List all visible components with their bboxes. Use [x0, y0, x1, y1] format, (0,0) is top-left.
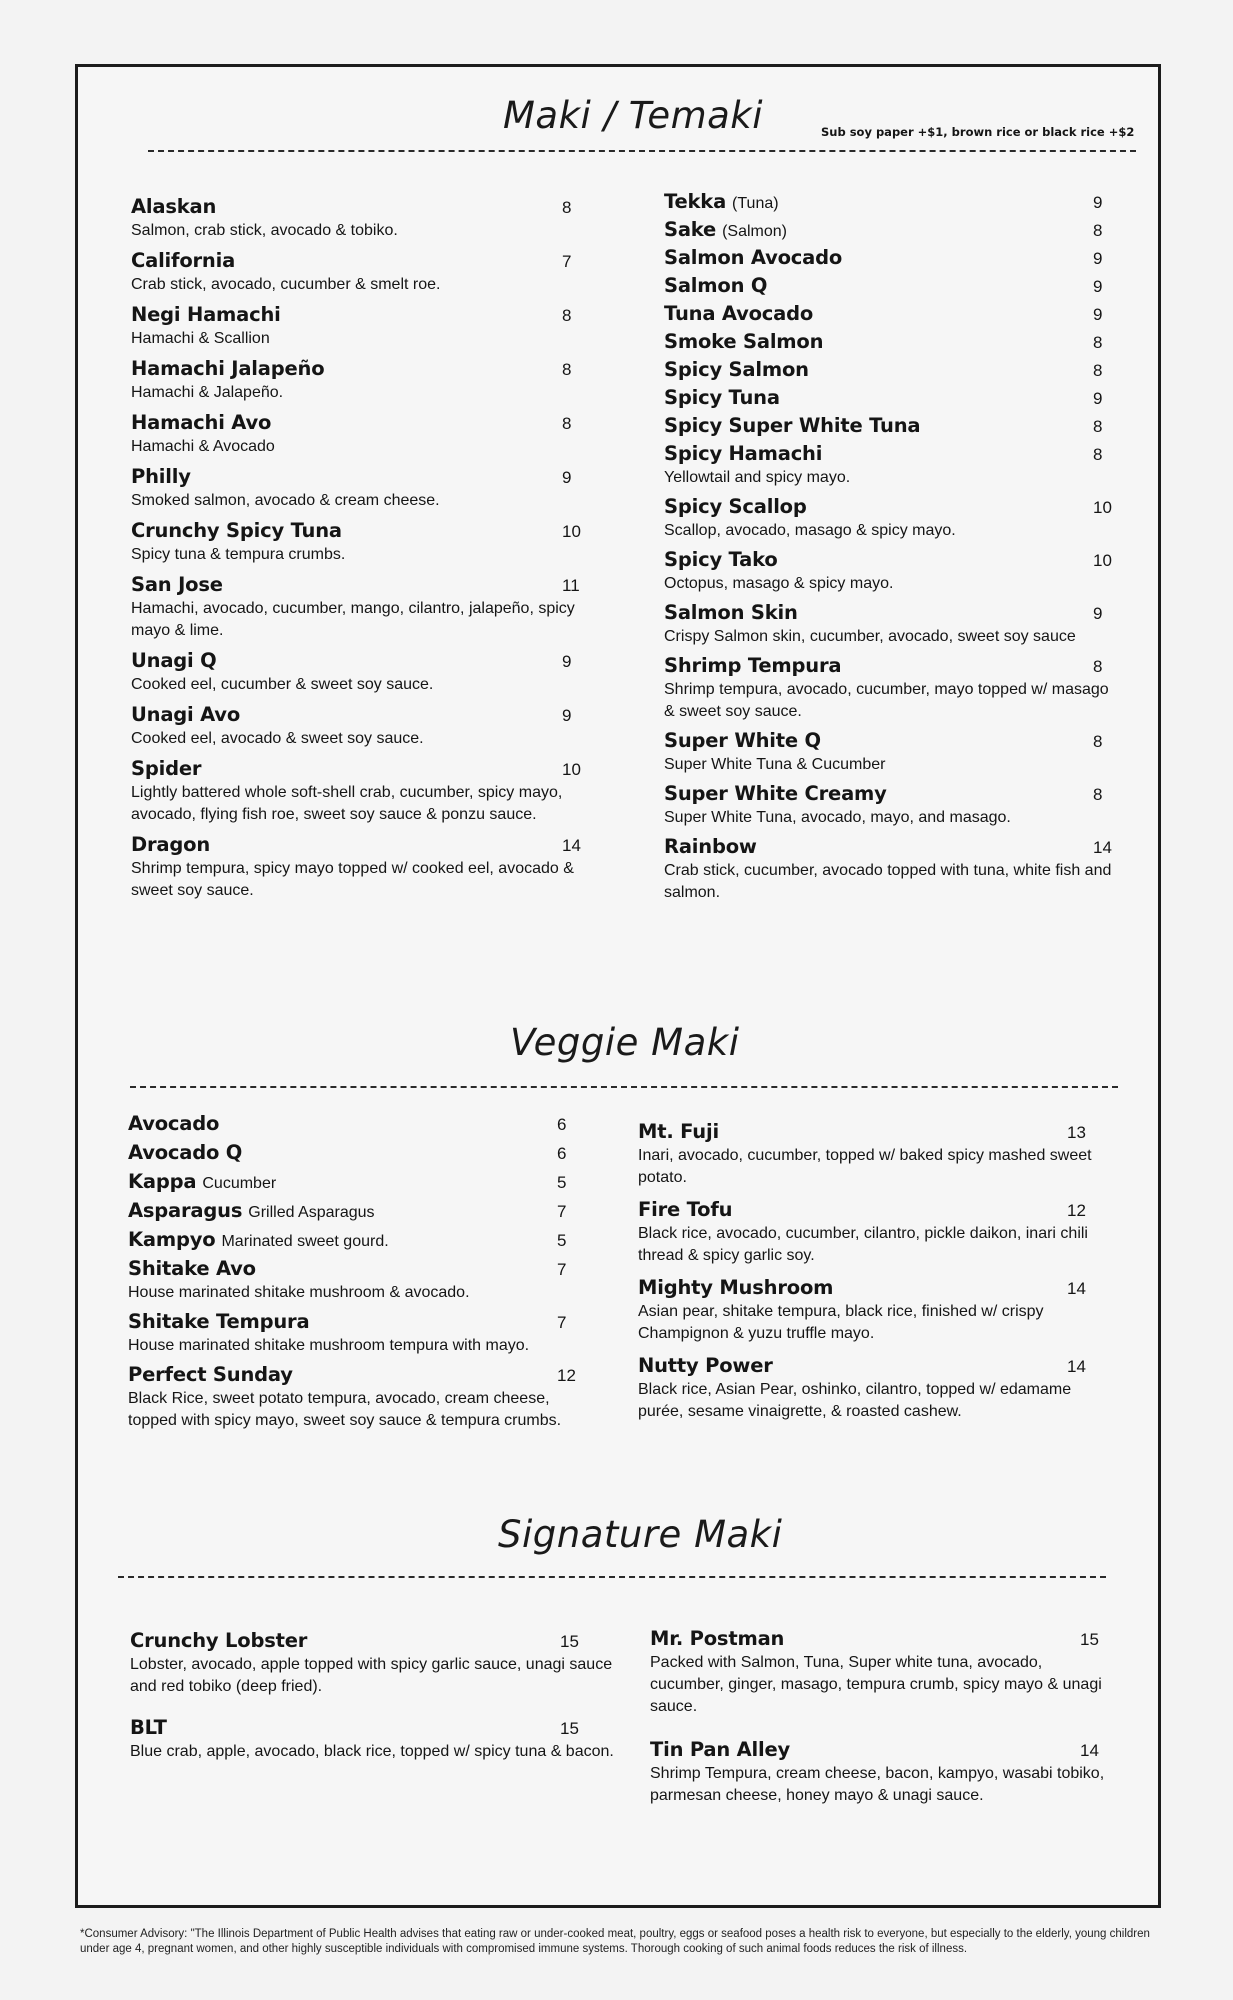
menu-item-header — [128, 1141, 598, 1164]
item-name: Hamachi Jalapeño — [131, 357, 325, 380]
item-price: 8 — [562, 306, 572, 325]
item-price: 9 — [1093, 193, 1103, 212]
maki-right-column — [664, 190, 1114, 910]
menu-item-header — [664, 414, 1114, 437]
menu-item-salmon-skin — [664, 601, 1114, 648]
menu-item-header — [128, 1257, 598, 1280]
item-name: Super White Q — [664, 729, 821, 752]
item-price: 15 — [560, 1632, 579, 1651]
item-name: Nutty Power — [638, 1354, 773, 1377]
menu-item-kampyo — [128, 1228, 598, 1251]
item-name: Mr. Postman — [650, 1627, 785, 1650]
item-description: Packed with Salmon, Tuna, Super white tuna, avocado, cucumber, ginger, masago, tempura crumb, spicy mayo & unagi sauce. — [650, 1654, 1102, 1715]
item-price: 14 — [1080, 1741, 1099, 1760]
item-description: House marinated shitake mushroom tempura with mayo. — [128, 1337, 530, 1354]
menu-item-perfect-sunday — [128, 1363, 598, 1432]
menu-item-unagi-avo — [131, 703, 581, 750]
menu-item-header — [664, 601, 1114, 624]
item-price: 8 — [1093, 333, 1103, 352]
item-description: Shrimp tempura, avocado, cucumber, mayo topped w/ masago & sweet soy sauce. — [664, 681, 1109, 720]
item-description: Spicy tuna & tempura crumbs. — [131, 546, 346, 563]
item-price: 8 — [562, 360, 572, 379]
menu-item-blt — [130, 1716, 620, 1763]
menu-item-header — [664, 246, 1114, 269]
menu-item-header — [131, 465, 581, 488]
menu-item-header — [664, 495, 1114, 518]
menu-item-salmon-q — [664, 274, 1114, 297]
item-name: Salmon Skin — [664, 601, 798, 624]
item-name: Sake — [664, 218, 717, 241]
item-price: 8 — [1093, 417, 1103, 436]
item-price: 9 — [562, 706, 572, 725]
menu-item-header — [131, 519, 581, 542]
item-name: Salmon Q — [664, 274, 768, 297]
item-price: 13 — [1067, 1123, 1086, 1142]
item-name: Fire Tofu — [638, 1198, 733, 1221]
menu-item-philly — [131, 465, 581, 512]
item-description: Crab stick, avocado, cucumber & smelt roe. — [131, 276, 441, 293]
item-price: 14 — [1093, 838, 1112, 857]
item-description: Cooked eel, cucumber & sweet soy sauce. — [131, 676, 434, 693]
menu-item-header — [664, 729, 1114, 752]
menu-item-header — [664, 330, 1114, 353]
item-price: 8 — [1093, 785, 1103, 804]
menu-item-header — [664, 442, 1114, 465]
item-description: Smoked salmon, avocado & cream cheese. — [131, 492, 440, 509]
item-name: Super White Creamy — [664, 782, 887, 805]
item-price: 5 — [557, 1231, 567, 1250]
item-description: Cooked eel, avocado & sweet soy sauce. — [131, 730, 424, 747]
signature-right-column — [650, 1627, 1120, 1827]
item-name: Spicy Scallop — [664, 495, 807, 518]
menu-item-spicy-super-white-tuna — [664, 414, 1114, 437]
menu-item-mt-fuji — [638, 1120, 1108, 1189]
item-description: Hamachi & Jalapeño. — [131, 384, 284, 401]
menu-item-kappa — [128, 1170, 598, 1193]
item-price: 15 — [1080, 1630, 1099, 1649]
menu-item-header — [638, 1120, 1108, 1143]
item-price: 8 — [1093, 732, 1103, 751]
menu-item-fire-tofu — [638, 1198, 1108, 1267]
menu-item-header — [650, 1627, 1120, 1650]
veggie-left-column — [128, 1112, 598, 1438]
item-name: California — [131, 249, 236, 272]
menu-item-spicy-tako — [664, 548, 1114, 595]
item-name: Smoke Salmon — [664, 330, 824, 353]
item-description: Super White Tuna, avocado, mayo, and masago. — [664, 809, 1011, 826]
menu-item-header — [638, 1198, 1108, 1221]
menu-item-header — [638, 1354, 1108, 1377]
item-name: Shrimp Tempura — [664, 654, 842, 677]
consumer-advisory: *Consumer Advisory: "The Illinois Department of Public Health advises that eating raw or under-cooked meat, poultry, eggs or seafood poses a health risk to everyone, but especially to the elderly, young children under age 4, pregnant women, and other highly susceptible individuals with compromised immune systems. Thorough cooking of such animal foods reduces the risk of illness. — [80, 1928, 1150, 1955]
item-price: 14 — [1067, 1279, 1086, 1298]
menu-item-header — [131, 573, 581, 596]
menu-item-header — [664, 782, 1114, 805]
maki-substitution-note: Sub soy paper +$1, brown rice or black rice +$2 — [821, 125, 1135, 139]
signature-left-column — [130, 1629, 620, 1781]
menu-item-header — [131, 249, 581, 272]
section-title-veggie: Veggie Maki — [510, 1021, 740, 1064]
section-title-signature: Signature Maki — [498, 1513, 783, 1556]
item-price: 9 — [1093, 249, 1103, 268]
menu-item-header — [131, 757, 581, 780]
item-price: 12 — [557, 1366, 576, 1385]
menu-item-header — [128, 1170, 598, 1193]
menu-item-header — [664, 835, 1114, 858]
menu-item-header — [664, 386, 1114, 409]
menu-item-san-jose — [131, 573, 581, 642]
menu-item-spicy-hamachi — [664, 442, 1114, 489]
item-name: Hamachi Avo — [131, 411, 272, 434]
item-name: Spicy Salmon — [664, 358, 809, 381]
item-name: Philly — [131, 465, 191, 488]
item-price: 7 — [557, 1313, 567, 1332]
menu-item-header — [131, 411, 581, 434]
menu-item-avocado — [128, 1112, 598, 1135]
item-description: Shrimp tempura, spicy mayo topped w/ cooked eel, avocado & sweet soy sauce. — [131, 860, 574, 899]
item-name: Avocado Q — [128, 1141, 243, 1164]
item-price: 15 — [560, 1719, 579, 1738]
menu-item-shrimp-tempura — [664, 654, 1114, 723]
menu-item-header — [131, 649, 581, 672]
menu-item-header — [664, 190, 1114, 213]
item-name: Negi Hamachi — [131, 303, 281, 326]
menu-item-tekka — [664, 190, 1114, 213]
item-name: Unagi Avo — [131, 703, 241, 726]
item-description: Hamachi & Scallion — [131, 330, 270, 347]
item-price: 9 — [1093, 277, 1103, 296]
item-price: 14 — [562, 836, 581, 855]
item-name: Mighty Mushroom — [638, 1276, 834, 1299]
item-price: 9 — [1093, 604, 1103, 623]
item-description: Super White Tuna & Cucumber — [664, 756, 886, 773]
menu-item-mighty-mushroom — [638, 1276, 1108, 1345]
item-name: Kappa — [128, 1170, 197, 1193]
item-price: 8 — [562, 198, 572, 217]
item-description: Blue crab, apple, avocado, black rice, topped w/ spicy tuna & bacon. — [130, 1743, 614, 1760]
veggie-divider — [130, 1086, 1118, 1088]
item-name: Spicy Tuna — [664, 386, 780, 409]
item-description: Salmon, crab stick, avocado & tobiko. — [131, 222, 398, 239]
item-description: Hamachi, avocado, cucumber, mango, cilantro, jalapeño, spicy mayo & lime. — [131, 600, 575, 639]
menu-item-unagi-q — [131, 649, 581, 696]
item-description: Lobster, avocado, apple topped with spicy garlic sauce, unagi sauce and red tobiko (deep fried). — [130, 1656, 613, 1695]
menu-item-tin-pan-alley — [650, 1738, 1120, 1807]
item-description: Crab stick, cucumber, avocado topped with tuna, white fish and salmon. — [664, 862, 1112, 901]
menu-item-shitake-tempura — [128, 1310, 598, 1357]
menu-item-mr-postman — [650, 1627, 1120, 1718]
menu-item-header — [664, 358, 1114, 381]
menu-item-header — [664, 302, 1114, 325]
item-price: 7 — [562, 252, 572, 271]
item-price: 8 — [1093, 445, 1103, 464]
veggie-right-column — [638, 1120, 1108, 1432]
item-name: Tekka — [664, 190, 727, 213]
item-name: Rainbow — [664, 835, 757, 858]
item-description: Asian pear, shitake tempura, black rice, finished w/ crispy Champignon & yuzu truffle mayo. — [638, 1303, 1044, 1342]
item-name: Shitake Avo — [128, 1257, 256, 1280]
item-name: Tin Pan Alley — [650, 1738, 791, 1761]
item-description: Scallop, avocado, masago & spicy mayo. — [664, 522, 956, 539]
item-price: 11 — [562, 576, 580, 595]
menu-item-header — [128, 1112, 598, 1135]
item-name: San Jose — [131, 573, 223, 596]
menu-item-hamachi-jalape-o — [131, 357, 581, 404]
menu-item-hamachi-avo — [131, 411, 581, 458]
menu-item-rainbow — [664, 835, 1114, 904]
item-price: 14 — [1067, 1357, 1086, 1376]
menu-item-header — [128, 1310, 598, 1333]
menu-item-header — [128, 1363, 598, 1386]
item-price: 6 — [557, 1144, 567, 1163]
menu-item-asparagus — [128, 1199, 598, 1222]
menu-item-header — [131, 357, 581, 380]
menu-item-header — [130, 1629, 620, 1652]
item-name: Alaskan — [131, 195, 217, 218]
menu-item-spider — [131, 757, 581, 826]
section-title-maki: Maki / Temaki — [503, 94, 764, 137]
item-description: Shrimp Tempura, cream cheese, bacon, kampyo, wasabi tobiko, parmesan cheese, honey mayo & unagi sauce. — [650, 1765, 1105, 1804]
maki-divider — [148, 150, 1136, 152]
menu-item-shitake-avo — [128, 1257, 598, 1304]
item-price: 8 — [1093, 657, 1103, 676]
menu-item-salmon-avocado — [664, 246, 1114, 269]
menu-item-spicy-scallop — [664, 495, 1114, 542]
menu-item-super-white-q — [664, 729, 1114, 776]
menu-item-super-white-creamy — [664, 782, 1114, 829]
item-description: Inari, avocado, cucumber, topped w/ baked spicy mashed sweet potato. — [638, 1147, 1092, 1186]
menu-item-tuna-avocado — [664, 302, 1114, 325]
item-subtitle: (Salmon) — [722, 223, 787, 240]
item-price: 8 — [562, 414, 572, 433]
menu-item-crunchy-lobster — [130, 1629, 620, 1698]
item-price: 7 — [557, 1202, 567, 1221]
item-name: Kampyo — [128, 1228, 216, 1251]
item-name: Crunchy Spicy Tuna — [131, 519, 342, 542]
item-name: Shitake Tempura — [128, 1310, 310, 1333]
item-description: Black rice, avocado, cucumber, cilantro, pickle daikon, inari chili thread & spicy garlic soy. — [638, 1225, 1088, 1264]
menu-item-crunchy-spicy-tuna — [131, 519, 581, 566]
item-name: Spicy Hamachi — [664, 442, 823, 465]
item-price: 5 — [557, 1173, 567, 1192]
item-name: Asparagus — [128, 1199, 243, 1222]
menu-item-header — [664, 654, 1114, 677]
item-subtitle: Grilled Asparagus — [248, 1204, 375, 1221]
item-name: Perfect Sunday — [128, 1363, 293, 1386]
menu-item-header — [128, 1199, 598, 1222]
menu-item-avocado-q — [128, 1141, 598, 1164]
item-description: Black Rice, sweet potato tempura, avocado, cream cheese, topped with spicy mayo, sweet soy sauce & tempura crumbs. — [128, 1390, 562, 1429]
item-name: Unagi Q — [131, 649, 217, 672]
menu-item-header — [131, 303, 581, 326]
menu-item-header — [128, 1228, 598, 1251]
item-name: Tuna Avocado — [664, 302, 814, 325]
item-description: Yellowtail and spicy mayo. — [664, 469, 851, 486]
menu-item-header — [638, 1276, 1108, 1299]
menu-item-spicy-salmon — [664, 358, 1114, 381]
item-price: 8 — [1093, 221, 1103, 240]
item-subtitle: Marinated sweet gourd. — [221, 1233, 389, 1250]
menu-item-dragon — [131, 833, 581, 902]
menu-item-alaskan — [131, 195, 581, 242]
item-price: 7 — [557, 1260, 567, 1279]
menu-item-negi-hamachi — [131, 303, 581, 350]
item-description: Crispy Salmon skin, cucumber, avocado, sweet soy sauce — [664, 628, 1076, 645]
item-price: 9 — [562, 652, 572, 671]
menu-item-header — [131, 195, 581, 218]
item-description: Hamachi & Avocado — [131, 438, 275, 455]
menu-item-header — [664, 274, 1114, 297]
item-description: Octopus, masago & spicy mayo. — [664, 575, 894, 592]
maki-left-column — [131, 195, 581, 909]
item-name: Dragon — [131, 833, 210, 856]
item-price: 9 — [562, 468, 572, 487]
menu-item-header — [130, 1716, 620, 1739]
signature-divider — [118, 1576, 1106, 1578]
item-price: 10 — [562, 760, 581, 779]
item-name: Crunchy Lobster — [130, 1629, 308, 1652]
menu-item-california — [131, 249, 581, 296]
item-price: 10 — [1093, 498, 1112, 517]
item-subtitle: (Tuna) — [732, 195, 779, 212]
menu-item-header — [664, 218, 1114, 241]
item-price: 10 — [562, 522, 581, 541]
item-name: Avocado — [128, 1112, 220, 1135]
menu-item-header — [131, 833, 581, 856]
item-price: 10 — [1093, 551, 1112, 570]
menu-item-smoke-salmon — [664, 330, 1114, 353]
item-description: House marinated shitake mushroom & avocado. — [128, 1284, 470, 1301]
item-name: BLT — [130, 1716, 167, 1739]
item-price: 9 — [1093, 389, 1103, 408]
menu-item-header — [664, 548, 1114, 571]
menu-item-sake — [664, 218, 1114, 241]
item-name: Salmon Avocado — [664, 246, 843, 269]
item-name: Mt. Fuji — [638, 1120, 719, 1143]
item-price: 12 — [1067, 1201, 1086, 1220]
item-subtitle: Cucumber — [202, 1175, 277, 1192]
menu-item-spicy-tuna — [664, 386, 1114, 409]
menu-item-header — [650, 1738, 1120, 1761]
menu-item-header — [131, 703, 581, 726]
item-description: Black rice, Asian Pear, oshinko, cilantro, topped w/ edamame purée, sesame vinaigrette, & roasted cashew. — [638, 1381, 1072, 1420]
item-name: Spider — [131, 757, 202, 780]
menu-item-nutty-power — [638, 1354, 1108, 1423]
item-name: Spicy Tako — [664, 548, 778, 571]
item-price: 8 — [1093, 361, 1103, 380]
item-price: 6 — [557, 1115, 567, 1134]
item-description: Lightly battered whole soft-shell crab, cucumber, spicy mayo, avocado, flying fish roe, sweet soy sauce & ponzu sauce. — [131, 784, 563, 823]
item-price: 9 — [1093, 305, 1103, 324]
item-name: Spicy Super White Tuna — [664, 414, 921, 437]
